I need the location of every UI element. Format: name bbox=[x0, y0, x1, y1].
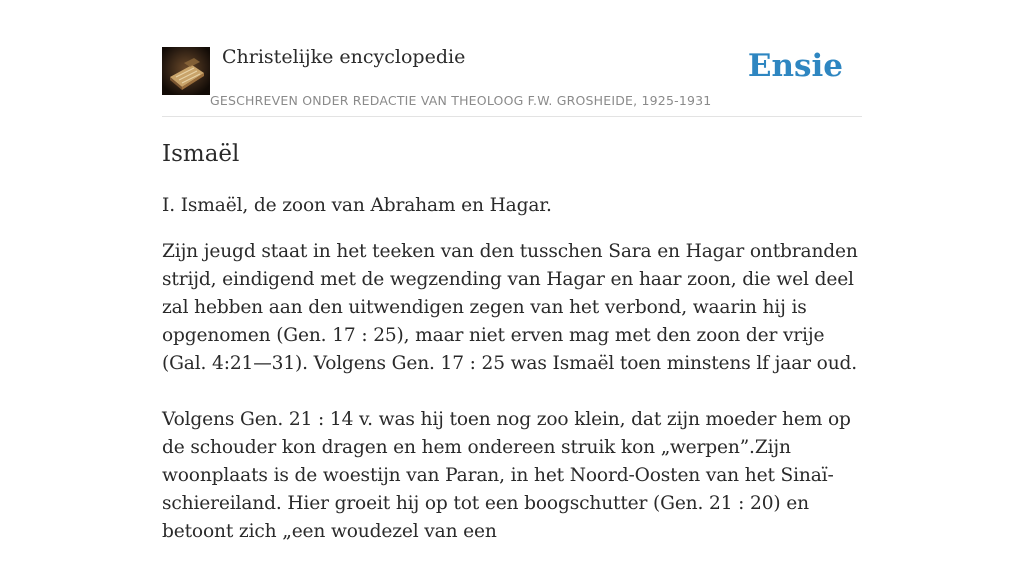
brand-logo-link[interactable]: Ensie bbox=[747, 48, 843, 84]
encyclopedia-book-icon bbox=[162, 47, 210, 95]
article-title: Ismaël bbox=[162, 141, 240, 167]
article-paragraph-3: Volgens Gen. 21 : 14 v. was hij toen nog zoo klein, dat zijn moeder hem op de schouder kon dragen en hem ondereen struik kon „werpen”.Zijn woonplaats is de woestijn van Paran, in het Noord-Oosten van het Sinaï-schiereiland. Hier groeit hij op tot een boogschutter (Gen. 21 : 20) en betoont zich „een woudezel van een bbox=[162, 409, 851, 542]
site-header bbox=[162, 46, 862, 117]
site-name[interactable]: Christelijke encyclopedie bbox=[222, 46, 466, 68]
article bbox=[162, 138, 862, 564]
article-paragraph-1: I. Ismaël, de zoon van Abraham en Hagar. bbox=[162, 195, 552, 216]
article-paragraph-2: Zijn jeugd staat in het teeken van den tusschen Sara en Hagar ontbranden strijd, eindigend met de wegzending van Hagar en haar zoon, die wel deel zal hebben aan den uitwendigen zegen van het verbond, waarin hij is opgenomen (Gen. 17 : 25), maar niet erven mag met den zoon der vrije (Gal. 4:21—31). Volgens Gen. 17 : 25 was Ismaël toen minstens lf jaar oud. bbox=[162, 241, 858, 374]
site-avatar[interactable] bbox=[162, 47, 210, 95]
site-subtitle: GESCHREVEN ONDER REDACTIE VAN THEOLOOG F.W. GROSHEIDE, 1925-1931 bbox=[210, 93, 712, 108]
